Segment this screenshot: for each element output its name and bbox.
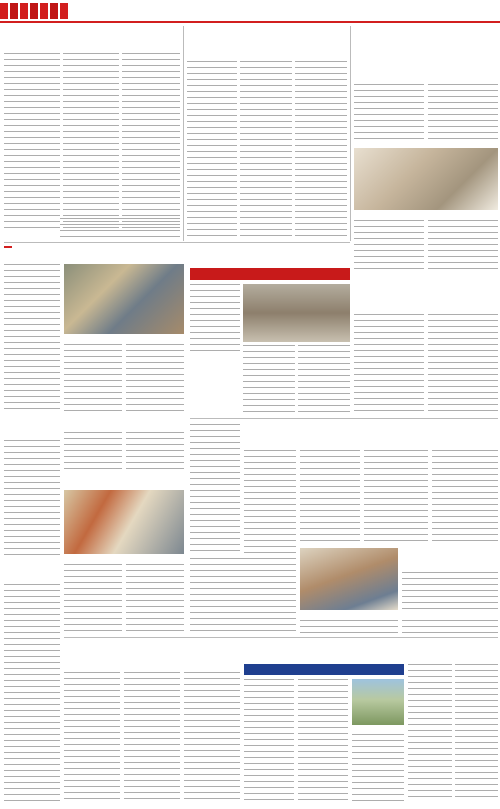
banner-farmers-anger: [244, 664, 404, 675]
article-text: [428, 220, 498, 272]
section-divider: [4, 242, 350, 243]
article-text: [295, 61, 347, 239]
article-text: [243, 345, 295, 415]
article-text: [126, 344, 184, 414]
article-text: [190, 558, 296, 634]
article-text: [4, 264, 60, 414]
article-text: [4, 584, 60, 802]
article-text: [184, 672, 240, 802]
region-tab[interactable]: [30, 3, 38, 19]
article-text: [354, 220, 424, 272]
region-tab[interactable]: [40, 3, 48, 19]
article-text: [428, 84, 498, 144]
dm-meeting-photo: [300, 548, 398, 610]
school-event-photo: [354, 148, 498, 210]
article-text: [352, 734, 404, 802]
column-divider: [183, 26, 184, 241]
breaking-tag: [4, 246, 12, 248]
region-tab[interactable]: [10, 3, 18, 19]
column-divider: [350, 26, 351, 241]
article-text: [190, 424, 240, 554]
article-text: [187, 61, 237, 239]
section-divider: [64, 637, 498, 638]
article-text: [428, 314, 498, 414]
article-text: [244, 450, 296, 554]
article-text: [4, 53, 60, 233]
article-text: [122, 53, 180, 233]
article-text: [298, 345, 350, 415]
article-text: [298, 679, 348, 802]
top-bar: [0, 0, 500, 22]
region-tab[interactable]: [0, 3, 8, 19]
region-tab[interactable]: [50, 3, 58, 19]
article-text: [64, 564, 122, 634]
article-text: [126, 432, 184, 470]
article-text: [354, 314, 424, 414]
article-text: [190, 284, 240, 354]
article-text: [402, 620, 498, 634]
dry-canal-photo: [352, 679, 404, 725]
article-text: [64, 344, 122, 414]
article-text: [4, 440, 60, 560]
article-text: [64, 432, 122, 470]
article-text: [124, 672, 180, 802]
article-text: [432, 450, 498, 544]
section-divider: [190, 418, 498, 419]
article-text: [240, 61, 292, 239]
article-text: [402, 572, 498, 610]
article-text: [63, 53, 119, 233]
region-tab[interactable]: [20, 3, 28, 19]
article-text: [126, 564, 184, 634]
article-text: [244, 679, 294, 802]
article-text: [64, 672, 120, 802]
police-arrest-photo: [243, 284, 350, 342]
article-text: [300, 620, 398, 634]
banner-seized-items: [190, 268, 350, 280]
article-text: [408, 664, 452, 802]
article-text: [354, 84, 424, 144]
guru-purnima-photo: [64, 490, 184, 554]
article-text: [455, 664, 498, 802]
article-text: [60, 218, 180, 238]
rubble-crowd-photo: [64, 264, 184, 334]
article-text: [364, 450, 428, 544]
region-tab[interactable]: [60, 3, 68, 19]
region-tabs: [0, 3, 70, 19]
article-text: [300, 450, 360, 544]
header-divider: [0, 21, 500, 23]
